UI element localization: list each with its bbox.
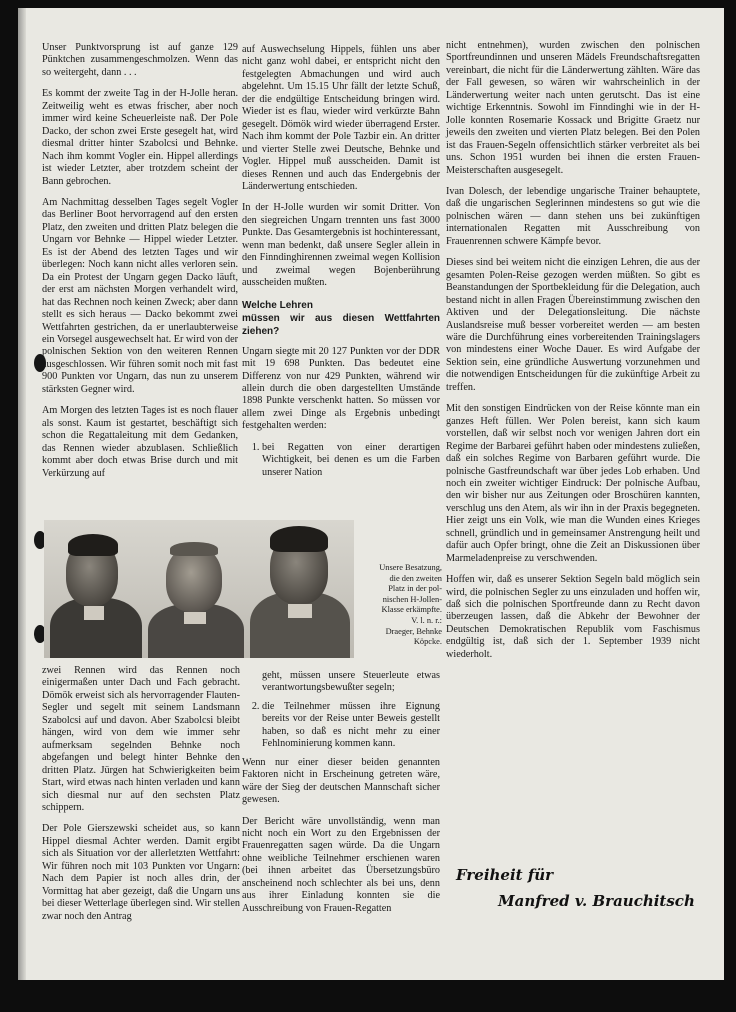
paragraph: zwei Rennen wird das Rennen noch einigermaßen unter Dach und Fach gebracht. Dömök erweist sich als hervorragender Flauten-Segler und segelt mit seinem Landsmann Szabolcsi auf und davon. Aber Szabolcsi bleibt hängen, wird von dem wie immer sehr aufmerksam segelnden Behnke noch abgefangen und belegt hinter Behnke den dritten Platz. Jürgen hat Schwierigkeiten beim Start, wird etwas nach hinten verladen und kann sich diesmal nur auf den sechsten Platz schippern. [42, 665, 240, 813]
paragraph: auf Auswechselung Hippels, fühlen uns aber nicht ganz wohl dabei, er entspricht nicht den festgelegten Abmachungen und wird auch abgelehnt. Um 15.15 Uhr fällt der letzte Schuß, der die endgültige Entscheidung bringen wird. Wieder ist es flau, wieder wird verkürzte Bahn gesegelt. Dömök wird wieder überragend Erster. Nach ihm kommt der Pole Tazbir ein. An dritter und vierter Stelle zwei Deutsche, Behnke und Vogler. Hippel muß ausscheiden. Damit ist dieses Rennen und auch das Endergebnis der Länderwertung entschieden. [242, 44, 440, 192]
lessons-list [242, 701, 440, 751]
signature-slogan [456, 866, 695, 910]
paragraph: Ungarn siegte mit 20 127 Punkten vor der DDR mit 19 698 Punkten. Das bedeutet eine Differenz von nur 429 Punkten, während wir allein durch die oben dargestellten Umstände 1898 Punkte verschenkt hatten. So müssen vor allem zwei Dinge als Ergebnis unbedingt festgehalten werden: [242, 345, 440, 432]
paragraph: Dieses sind bei weitem nicht die einzigen Lehren, die aus der gesamten Polen-Reise gezogen werden müßten. So gibt es Beanstandungen der Sportbekleidung für die Delegation, auch bestand nicht in allen Fragen Übereinstimmung zwischen den Aktiven und der Delegationsleitung. Die nächste Auslandsreise muß besser vorbereitet werden — am besten wäre die Durchführung eines vorbereitenden Trainingslagers von mindestens einer Woche Dauer. Es wird Aufgabe der Sektion sein, eine gründliche Auswertung vorzunehmen und die notwendigen Entscheidungen für die zukünftige Arbeit zu treffen. [446, 257, 700, 393]
paragraph: Am Nachmittag desselben Tages segelt Vogler das Berliner Boot hervorragend auf den ersten Platz, den zweiten und dritten Platz belegen die Ungarn vor Behnke — Hippel wieder Letzter. Es ist der Abend des letzten Tages und wir überlegen: Noch kann nicht alles verloren sein. Da ein Protest der Ungarn gegen Dacko läuft, der erst am nächsten Morgen verhandelt wird, hat das Rechnen noch keinen Zweck; aber dann stellt es sich heraus — Dacko bekommt zwei Wettfahrten gestrichen, da er unerlaubterweise ein Vorsegel ausgewechselt hat. Er wird von der polnischen Sektion von den weiteren Rennen ausgeschlossen. Wir führen somit noch mit fast 900 Punkten vor Ungarn, das nun zu unserem stärksten Gegner wird. [42, 196, 238, 395]
list-item: 2. die Teilnehmer müssen ihre Eignung bereits vor der Reise unter Beweis gestellt haben, so daß es nicht mehr zu einer Fehlnominierung kommen kann. [262, 701, 440, 751]
list-item-continuation: geht, müssen unsere Steuerleute etwas verantwortungsbewußter segeln; [262, 670, 440, 694]
column-left-top [42, 42, 238, 489]
column-middle-top [242, 44, 440, 485]
list-item: 1. bei Regatten von einer derartigen Wichtigkeit, bei denen es um die Farben unserer Nation [262, 442, 440, 479]
column-middle-bottom [242, 670, 440, 924]
slogan-line: Freiheit für [456, 866, 554, 884]
paragraph: Es kommt der zweite Tag in der H-Jolle heran. Zeitweilig weht es etwas frischer, aber noch immer wird keine Scheuerleiste naß. Der Pole Dacko, der schon zwei Erste gesegelt hat, wird diesmal dritter hinter Szabolcsi und Behnke. Nach ihm kommt Vogler ein. Hippel allerdings ist wieder Letzter, aber trotzdem scheint der Bann gebrochen. [42, 88, 238, 187]
shirt-collar [84, 606, 104, 620]
paragraph: Mit den sonstigen Eindrücken von der Reise könnte man ein ganzes Heft füllen. Wer Polen bereist, kann sich kaum vorstellen, daß wir selbst noch vor wenigen Jahren dort ein Regime der Barbarei geführt haben oder mindestens zuließen, daß ein solches Regime von Barbaren geführt wurde. Die polnische Gastfreundschaft war über jedes Lob erhaben. Und noch ein zweiter wichtiger Eindruck: Der polnische Aufbau, den wir bisher nur aus Zeitungen oder Broschüren kannten, verschlug uns den Atem, als wir ihn in der Praxis begegneten. Hier zeigt uns ein Volk, wie man die Wunden eines Krieges schnell, gründlich und in gemeinsamer Anstrengung heilt und dafür auch Opfer bringt, ohne die Zeit an Diskussionen über Marmeladenpreise zu verschwenden. [446, 403, 700, 564]
paragraph: Hoffen wir, daß es unserer Sektion Segeln bald möglich sein wird, die polnischen Segler zu uns einzuladen und hoffen wir, daß sich die polnischen Sportfreunde dann zu Recht davon überzeugen lassen, daß die Abkehr der Bewohner der Deutschen Demokratischen Republik vom Faschismus endgültig ist, daß sich der 1. September 1939 nicht wiederholt. [446, 574, 700, 660]
column-left-bottom [42, 665, 240, 932]
paragraph: In der H-Jolle wurden wir somit Dritter. Von den siegreichen Ungarn trennten uns fast 3000 Punkte. Das Gesamtergebnis ist hochinteressant, wenn man bedenkt, daß unsere Segler allein in den Finndinghirennen zweimal wegen Kollision und zweimal wegen Bojenberührung ausscheiden mußten. [242, 202, 440, 289]
magazine-page [18, 8, 724, 980]
photo-caption: Unsere Besatzung, die den zweiten Platz in der pol- nischen H-Jollen- Klasse erkämpfte. V. l. n. r.: Draeger, Behnke Köpcke. [379, 563, 442, 647]
shirt-collar [288, 604, 312, 618]
lessons-list [242, 442, 440, 479]
person-hair [170, 542, 218, 556]
section-heading: Welche Lehren müssen wir aus diesen Wettfahrten ziehen? [242, 299, 440, 337]
slogan-line: Manfred v. Brauchitsch [498, 892, 695, 910]
paragraph: Ivan Dolesch, der lebendige ungarische Trainer behauptete, daß die ungarischen Seglerinnen mindestens so gut wie die polnischen wären — dann stehen uns bei zukünftigen internationalen Regatten mit Ausschreibung von Frauenrennen schwere Kämpfe bevor. [446, 185, 700, 247]
paragraph: Am Morgen des letzten Tages ist es noch flauer als sonst. Kaum ist gestartet, beschäftigt sich schon die Regattaleitung mit dem Gedanken, das Rennen wieder abzublasen. Schließlich kommt aber doch etwas Brise durch und mit Verkürzung auf [42, 405, 238, 479]
crew-photo [44, 520, 354, 658]
page-edge [18, 8, 26, 980]
column-right [446, 40, 700, 670]
paragraph: Unser Punktvorsprung ist auf ganze 129 Pünktchen zusammengeschmolzen. Wenn das so weitergeht, dann . . . [42, 42, 238, 78]
paragraph: Wenn nur einer dieser beiden genannten Faktoren nicht in Erscheinung getreten wäre, wäre der Sieg der deutschen Mannschaft sicher gewesen. [242, 756, 440, 806]
paragraph: nicht entnehmen), wurden zwischen den polnischen Sportfreundinnen und unseren Mädels Freundschaftsregatten vereinbart, die nicht für die Länderwertung zählten. Wäre das der Fall gewesen, so wären wir wahrscheinlich in der Länderwertung weiter nach unten gerutscht. Das ist eine wichtige Erkenntnis. Sowohl im Finndinghi wie in der H-Jolle konnten Rosemarie Kossack und Brigitte Graetz nur jeweils den zweiten und vierten Platz belegen. Bei den Polen ist das Frauen-Segeln offensichtlich stärker verbreitet als bei uns. Schon 1951 wurden bei ihnen die ersten Frauen-Meisterschaften ausgesegelt. [446, 40, 700, 176]
paragraph: Der Bericht wäre unvollständig, wenn man nicht noch ein Wort zu den Ergebnissen der Frauenregatten sagen würde. Da die Ungarn ohne weibliche Teilnehmer erschienen waren (bei ihnen arbeitet das Übersetzungsbüro anscheinend noch schlechter als bei uns, denn aus ihrer Einladung konnten sie die Ausschreibung von Frauen-Regatten [242, 815, 440, 914]
shirt-collar [184, 612, 206, 624]
person-hair [68, 534, 118, 556]
paragraph: Der Pole Gierszewski scheidet aus, so kann Hippel diesmal Achter werden. Damit ergibt sich als Situation vor der allerletzten Wettfahrt: Wir führen noch mit 103 Punkten vor Ungarn: Nach dem Papier ist noch alles drin, der Vormittag hat aber gezeigt, daß die Ungarn uns bei dieser Wetterlage überlegen sind. Wir stellen zwar noch den Antrag [42, 823, 240, 922]
person-hair [270, 526, 328, 552]
